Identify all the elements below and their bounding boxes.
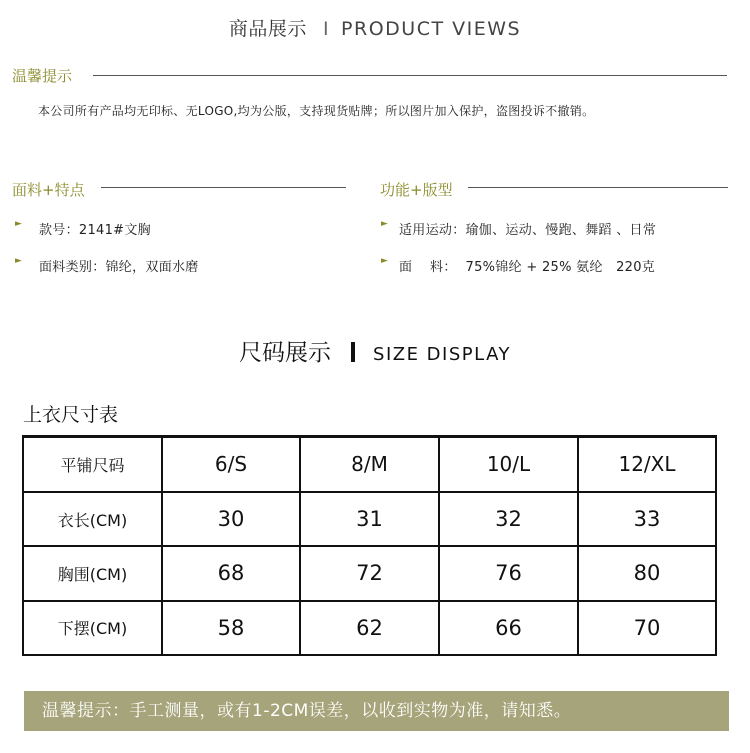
table-cell: 70 [578,601,716,655]
row-label: 衣长(CM) [23,492,162,546]
size-table-title: 上衣尺寸表 [23,404,119,426]
size-display-heading [0,334,750,367]
table-cell: 32 [439,492,578,546]
bullet-icon: ► [381,219,388,229]
header-title-cn: 商品展示 [228,18,307,40]
fabric-divider [101,187,346,188]
table-cell: 72 [300,546,439,600]
page-header [0,14,750,41]
table-row [23,546,716,600]
table-cell: 33 [578,492,716,546]
fabric-heading: 面料+特点 [12,181,85,199]
table-cell: 68 [162,546,300,600]
table-cell: 62 [300,601,439,655]
notice-text: 本公司所有产品均无印标、无LOGO,均为公版，支持现货贴牌；所以图片加入保护，盗图投诉不撤销。 [38,104,595,118]
table-cell: 80 [578,546,716,600]
table-cell: 58 [162,601,300,655]
header-cell: 12/XL [578,437,716,492]
function-divider [468,187,728,188]
function-heading: 功能+版型 [380,181,453,199]
header-title-en: PRODUCT VIEWS [341,18,522,40]
bullet-icon: ► [15,219,22,229]
header-cell: 平铺尺码 [23,437,162,492]
heading-bar [351,342,355,362]
header-cell: 10/L [439,437,578,492]
table-cell: 31 [300,492,439,546]
row-label: 胸围(CM) [23,546,162,600]
table-header-row [23,437,716,492]
row-label: 下摆(CM) [23,601,162,655]
table-cell: 66 [439,601,578,655]
function-item-sports: 适用运动：瑜伽、运动、慢跑、舞蹈 、日常 [399,223,657,238]
size-display-title-en: SIZE DISPLAY [373,344,511,365]
notice-heading: 温馨提示 [12,67,73,85]
table-cell: 76 [439,546,578,600]
size-display-title-cn: 尺码展示 [239,340,332,366]
fabric-item-material: 面料类别：锦纶，双面水磨 [39,260,199,275]
footer-notice: 温馨提示：手工测量，或有1-2CM误差，以收到实物为准，请知悉。 [24,691,729,731]
fabric-item-style: 款号：2141#文胸 [39,223,151,238]
notice-divider [93,75,727,76]
header-cell: 6/S [162,437,300,492]
table-row [23,601,716,655]
header-cell: 8/M [300,437,439,492]
bullet-icon: ► [15,256,22,266]
function-item-fabric: 面 料： 75%锦纶 + 25% 氨纶 220克 [399,260,656,275]
bullet-icon: ► [381,256,388,266]
size-table [22,435,717,656]
table-cell: 30 [162,492,300,546]
header-separator: I [322,18,330,40]
table-row [23,492,716,546]
